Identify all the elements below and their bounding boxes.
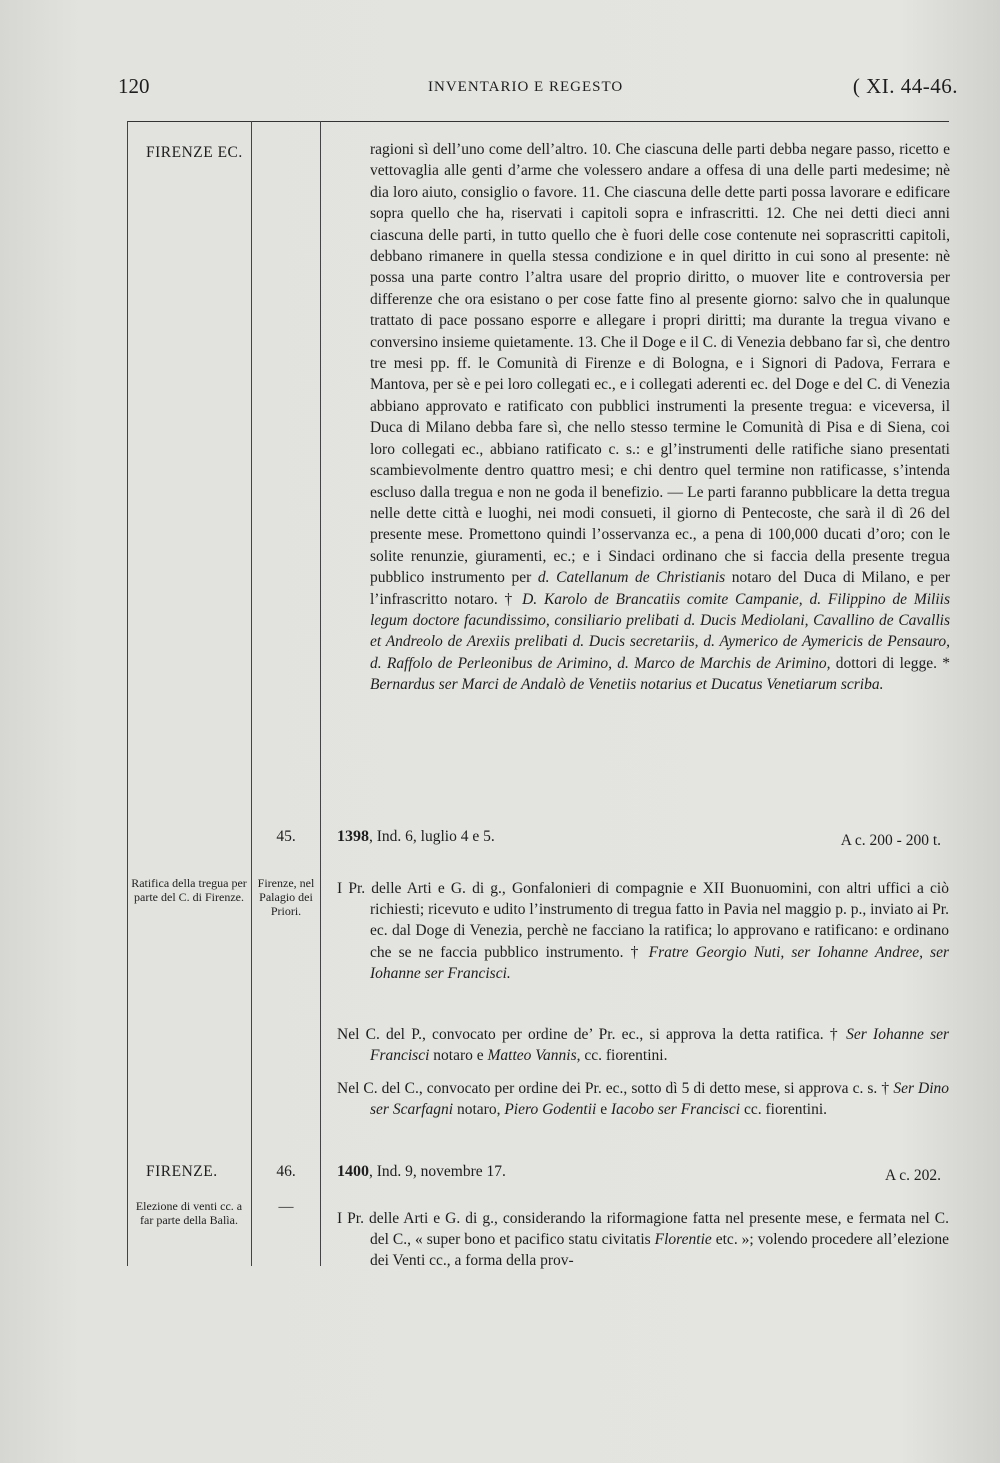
entry-45-witness: Matteo Vannis <box>487 1047 577 1065</box>
entry-46-text-1 <box>337 1208 949 1272</box>
entry-45-text-2 <box>337 1024 949 1066</box>
continuation-notary-name: d. Catellanum de Christianis <box>537 569 726 587</box>
entry-45-text-3-body: Nel C. del C., convocato per ordine dei Pr. ec., sotto dì 5 di detto mese, si approva c. s. † <box>337 1080 890 1097</box>
continuation-witnesses: D. Karolo de Brancatiis comite Campanie, d. Filippino de Miliis legum doctore facundissimo, consiliario prelibati d. Ducis Mediolani, Cavallino de Cavallis et Andreolo de Arexiis prelibati d. Ducis secretariis, d. Aymerico de Aymericis de Pensauro, d. Raffolo de Perleonibus de Arimino, d. Marco de Marchis de Arimino, <box>370 590 950 672</box>
item-number-46: 46. <box>276 1163 296 1180</box>
entry-45-paragraph-2 <box>337 1024 949 1066</box>
item-summary-45: Ratifica della tregua per parte del C. di Firenze. <box>131 876 247 904</box>
margin-rule-right <box>320 121 321 1266</box>
entry-45-folio: A c. 200 - 200 t. <box>840 832 941 849</box>
entry-46-paragraph-1 <box>337 1208 949 1272</box>
entry-45-witness-3: Iacobo ser Francisci <box>610 1101 741 1119</box>
entry-46-date-text: , Ind. 9, novembre 17. <box>369 1163 506 1180</box>
item-place-46: — <box>278 1199 294 1215</box>
entry-45-witnesses: Fratre Georgio Nuti, ser Iohanne Andree, ser Iohanne ser Francisci. <box>370 943 950 982</box>
continuation-text-2: notaro del Duca di Milano, e per l’infrascritto notaro. † <box>370 569 951 608</box>
entry-45-text-1 <box>337 878 949 984</box>
entry-46-text-1-end: etc. »; volendo procedere all’elezione dei Venti cc., a forma della prov- <box>370 1231 949 1270</box>
continuation-text: ragioni sì dell’uno come dell’altro. 10. Che ciascuna delle parti debba negare passo, ricetto e vettovaglia alle genti d’arme che volessero andare a offesa di una delle parti medesime; nè dia loro aiuto, consiglio o favore. 11. Che ciascuna delle dette parti possa lavorare e edificare sopra quello che ha, riservati i capitoli sopra e infrascritti. 12. Che nei detti dieci anni ciascuna delle parti, in tutto quello che è fuori delle cose contenute nei soprascritti capitoli, debbano rimanere in quella stessa condizione e in quel diritto in cui sono al presente: nè possa una parte contro l’altra usare del proprio diritto, o muover lite e controversia per differenze che ora esistano o per cose fatte fino al presente giorno: salvo che in qualunque trattato di pace possano esporre e allegare i propri diritti; ma durante la tregua vivano e conversino insieme quietamente. 13. Che il Doge e il C. di Venezia debbano far sì, che dentro tre mesi pp. ff. le Comunità di Firenze e di Bologna, e i Signori di Padova, Ferrara e Mantova, per sè e pei loro collegati ec., e i collegati aderenti ec. del Doge e del C. di Venezia abbiano approvato e ratificato con pubblici instrumenti la presente tregua: e viceversa, il Duca di Milano debba fare sì, che nello stesso termine le Comunità di Pisa e di Siena, coi loro collegati ec., abbiano ratificato c. s.: e gl’instrumenti delle ratifiche siano presentati scambievolmente dentro quattro mesi; e chi dentro quel termine non ratificasse, s’intenda escluso dalla tregua e non ne goda il benefizio. — Le parti faranno pubblicare la detta tregua nelle dette città e luoghi, nei modi consueti, il giorno di Pentecoste, che sarà il dì 26 del presente mese. Promettono quindi l’osservanza ec., a pena di 100,000 ducati d’oro; con le solite renunzie, giuramenti, ec.; e i Sindaci ordinano che si faccia della presente tregua pubblico instrumento per <box>370 141 950 587</box>
entry-45-paragraph-3 <box>337 1078 949 1120</box>
item-summary-46: Elezione di venti cc. a far parte della Balìa. <box>135 1199 243 1227</box>
page-number: 120 <box>118 74 150 98</box>
entry-45-notary-2: Ser Dino ser Scarfagni <box>370 1080 950 1119</box>
entry-45-text-2-body: Nel C. del P., convocato per ordine de’ Pr. ec., si approva la detta ratifica. † <box>337 1026 840 1043</box>
entry-46-text-1-body: I Pr. delle Arti e G. di g., considerando la riformagione fatta nel presente mese, e fermata nel C. del C., « super bono et pacifico statu civitatis <box>337 1210 949 1249</box>
entry-45-text-2-end: , cc. fiorentini. <box>576 1047 668 1065</box>
margin-place-heading: FIRENZE EC. <box>146 144 243 161</box>
entry-45-text-3 <box>337 1078 949 1120</box>
entry-45-heading <box>337 828 949 850</box>
section-reference: ( XI. 44-46. <box>852 74 958 98</box>
entry-45-text-3-end: cc. fiorentini. <box>743 1101 828 1119</box>
item-number-45: 45. <box>276 828 296 845</box>
running-title: INVENTARIO E REGESTO <box>428 79 624 95</box>
margin-rule-middle <box>251 121 252 1266</box>
margin-rule-left <box>127 121 128 1266</box>
continuation-scribe: Bernardus ser Marci de Andalò de Venetiis notarius et Ducatus Venetiarum scriba. <box>370 676 884 694</box>
entry-45-paragraph-1 <box>337 878 949 984</box>
entry-45-date-text: , Ind. 6, luglio 4 e 5. <box>369 828 495 845</box>
entry-45-witness-2: Piero Godentii <box>504 1101 597 1119</box>
entry-46-heading <box>337 1163 949 1185</box>
entry-45-date <box>337 828 495 846</box>
continuation-text-3: dottori di legge. * <box>835 654 951 672</box>
entry-45-text-2-mid: notaro e <box>433 1047 484 1065</box>
entry-45-notary: Ser Iohanne ser Francisci <box>370 1026 950 1065</box>
entry-45-text-3-mid: notaro, <box>456 1101 501 1119</box>
entry-46-date <box>337 1163 506 1181</box>
continuation-paragraph <box>370 139 950 696</box>
entry-46-year: 1400 <box>337 1163 369 1180</box>
entry-46-city: Florentie <box>654 1231 712 1249</box>
running-head <box>118 74 958 104</box>
item-place-45: Firenze, nel Palagio dei Priori. <box>257 876 315 918</box>
entry-45-text-3-and: e <box>600 1101 608 1119</box>
entry-45-text-1-body: I Pr. delle Arti e G. di g., Gonfalonieri di compagnie e XII Buonuomini, con altri uffici a ciò richiesti; ricevuto e udito l’instrumento di tregua fatto in Pavia nel maggio p. p., inviato ai Pr. ec. dal Doge di Venezia, perchè ne facciano la ratifica; lo approvano e ratificano: e ordinano che se ne faccia pubblico instrumento. † <box>337 880 949 961</box>
entry-46-folio: A c. 202. <box>885 1167 941 1184</box>
entry-45-year: 1398 <box>337 828 369 845</box>
margin-place-heading-2: FIRENZE. <box>146 1163 218 1180</box>
